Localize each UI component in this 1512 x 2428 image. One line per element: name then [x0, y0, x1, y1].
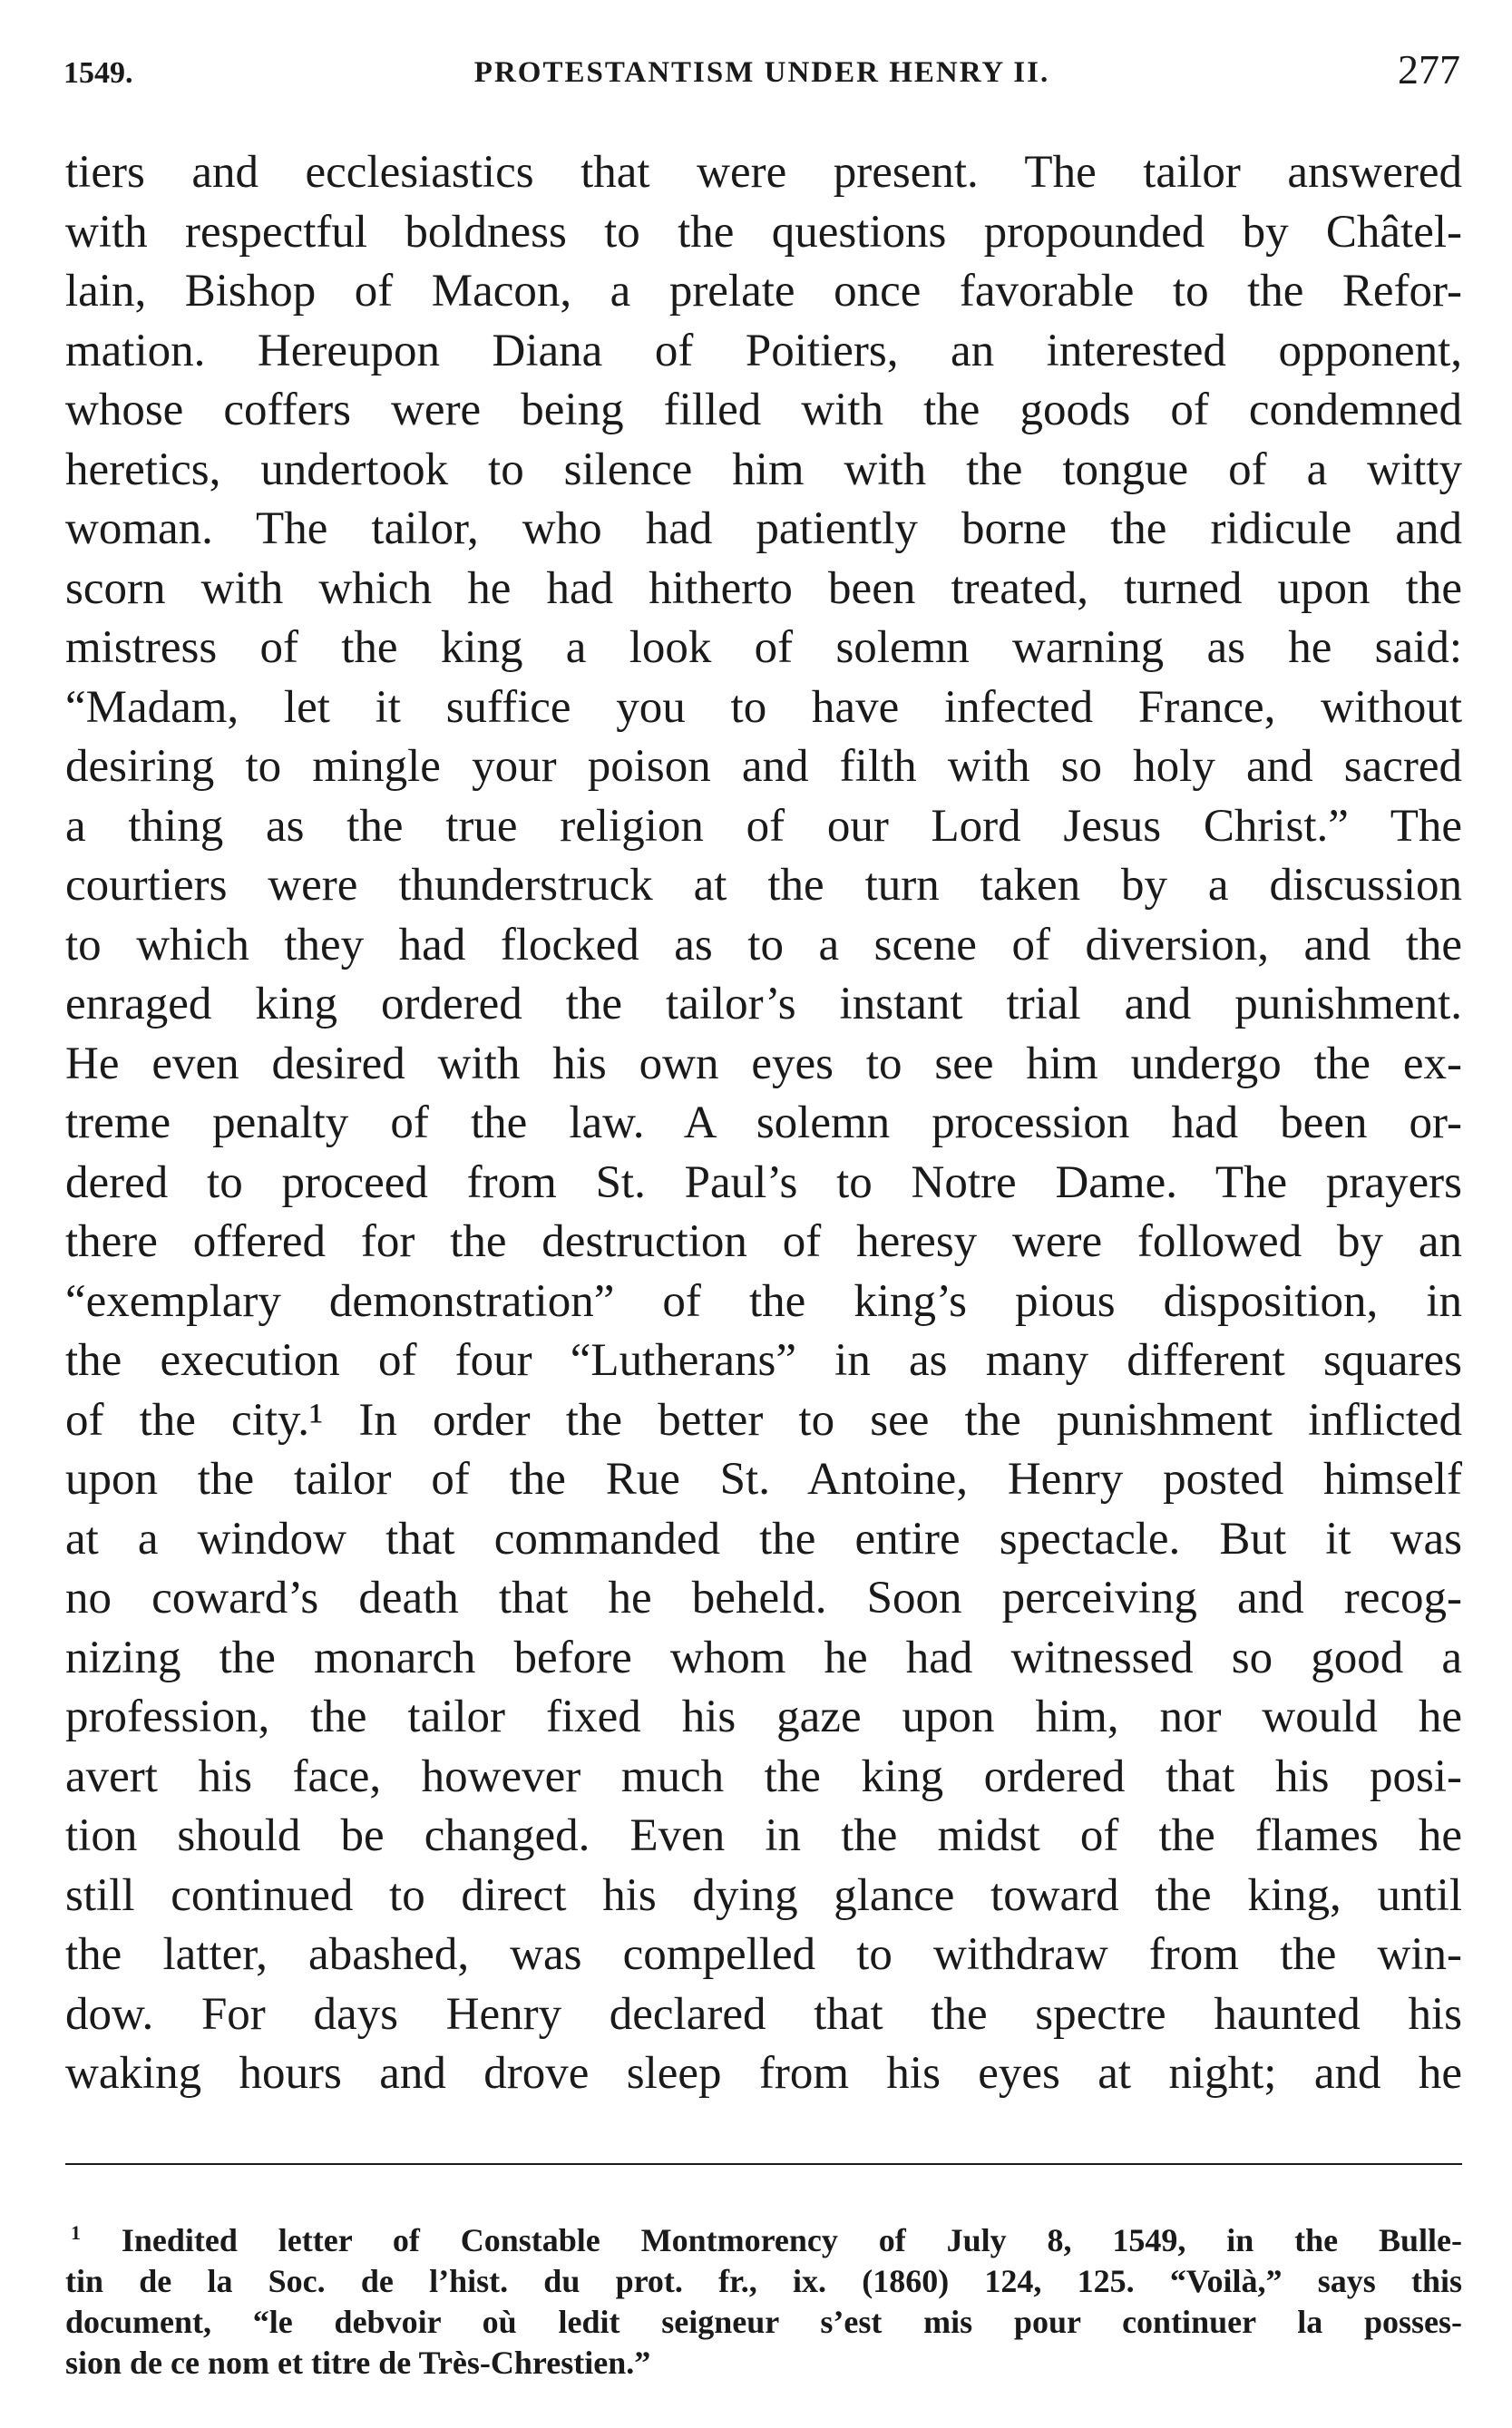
footnote-line-text: Inedited letter of Constable Montmorency of July 8, 1549, in the Bulle- — [121, 2222, 1463, 2258]
body-line: dered to proceed from St. Paul’s to Notre Dame. The prayers — [65, 1156, 1462, 1208]
body-line: profession, the tailor fixed his gaze upon him, nor would he — [65, 1692, 1462, 1742]
body-line: a thing as the true religion of our Lord Jesus Christ.” The — [65, 800, 1462, 852]
body-line: He even desired with his own eyes to see him undergo the ex- — [65, 1038, 1462, 1089]
footnote-line — [65, 2220, 1462, 2261]
body-line: heretics, undertook to silence him with the tongue of a witty — [65, 444, 1462, 495]
footnote-line: sion de ce nom et titre de Très-Chrestien.” — [65, 2345, 651, 2381]
body-line: waking hours and drove sleep from his eyes at night; and he — [65, 2048, 1462, 2099]
body-line: woman. The tailor, who had patiently borne the ridicule and — [65, 503, 1462, 554]
body-line: courtiers were thunderstruck at the turn taken by a discussion — [65, 860, 1462, 911]
body-line: mistress of the king a look of solemn warning as he said: — [65, 622, 1462, 673]
body-paragraph — [65, 143, 1462, 2104]
body-line: avert his face, however much the king ordered that his posi- — [65, 1750, 1462, 1802]
footnote-line: tin de la Soc. de l’hist. du prot. fr., ix. (1860) 124, 125. “Voilà,” says this — [65, 2263, 1462, 2299]
footnote — [65, 2220, 1462, 2384]
body-line: the latter, abashed, was compelled to withdraw from the win- — [65, 1929, 1462, 1980]
body-line: mation. Hereupon Diana of Poitiers, an interested opponent, — [65, 325, 1462, 376]
body-line: upon the tailor of the Rue St. Antoine, Henry posted himself — [65, 1454, 1462, 1505]
body-line: tiers and ecclesiastics that were present. The tailor answered — [65, 147, 1462, 198]
body-line: no coward’s death that he beheld. Soon perceiving and recog- — [65, 1573, 1462, 1624]
footnote-line: document, “le debvoir où ledit seigneur s’est mis pour continuer la posses- — [65, 2304, 1462, 2340]
running-head-title: PROTESTANTISM UNDER HENRY II. — [473, 56, 1050, 89]
running-head — [63, 45, 1460, 100]
footnote-marker: 1 — [71, 2221, 81, 2244]
body-line: the execution of four “Lutherans” in as many different squares — [65, 1335, 1462, 1386]
page-number: 277 — [1398, 46, 1460, 93]
body-line: lain, Bishop of Macon, a prelate once favorable to the Refor- — [65, 266, 1462, 317]
body-line: enraged king ordered the tailor’s instant trial and punishment. — [65, 979, 1462, 1029]
body-line: “exemplary demonstration” of the king’s pious disposition, in — [65, 1275, 1462, 1327]
body-line: scorn with which he had hitherto been treated, turned upon the — [65, 562, 1462, 614]
footnote-divider — [65, 2163, 1462, 2165]
body-line: at a window that commanded the entire spectacle. But it was — [65, 1513, 1462, 1565]
running-head-year: 1549. — [63, 56, 133, 90]
body-line: still continued to direct his dying glance toward the king, until — [65, 1869, 1462, 1921]
body-line: tion should be changed. Even in the midst of the flames he — [65, 1810, 1462, 1861]
body-line: desiring to mingle your poison and filth with so holy and sacred — [65, 741, 1462, 792]
body-line: “Madam, let it suffice you to have infected France, without — [65, 681, 1462, 733]
body-line: with respectful boldness to the questions propounded by Châtel- — [65, 206, 1462, 258]
body-line: nizing the monarch before whom he had witnessed so good a — [65, 1632, 1462, 1683]
body-line: treme penalty of the law. A solemn procession had been or- — [65, 1097, 1462, 1148]
body-line: to which they had flocked as to a scene of diversion, and the — [65, 919, 1462, 970]
body-line: of the city.¹ In order the better to see the punishment inflicted — [65, 1394, 1462, 1446]
body-line: whose coffers were being filled with the goods of condemned — [65, 385, 1462, 435]
body-line: dow. For days Henry declared that the spectre haunted his — [65, 1988, 1462, 2040]
body-line: there offered for the destruction of heresy were followed by an — [65, 1216, 1462, 1267]
